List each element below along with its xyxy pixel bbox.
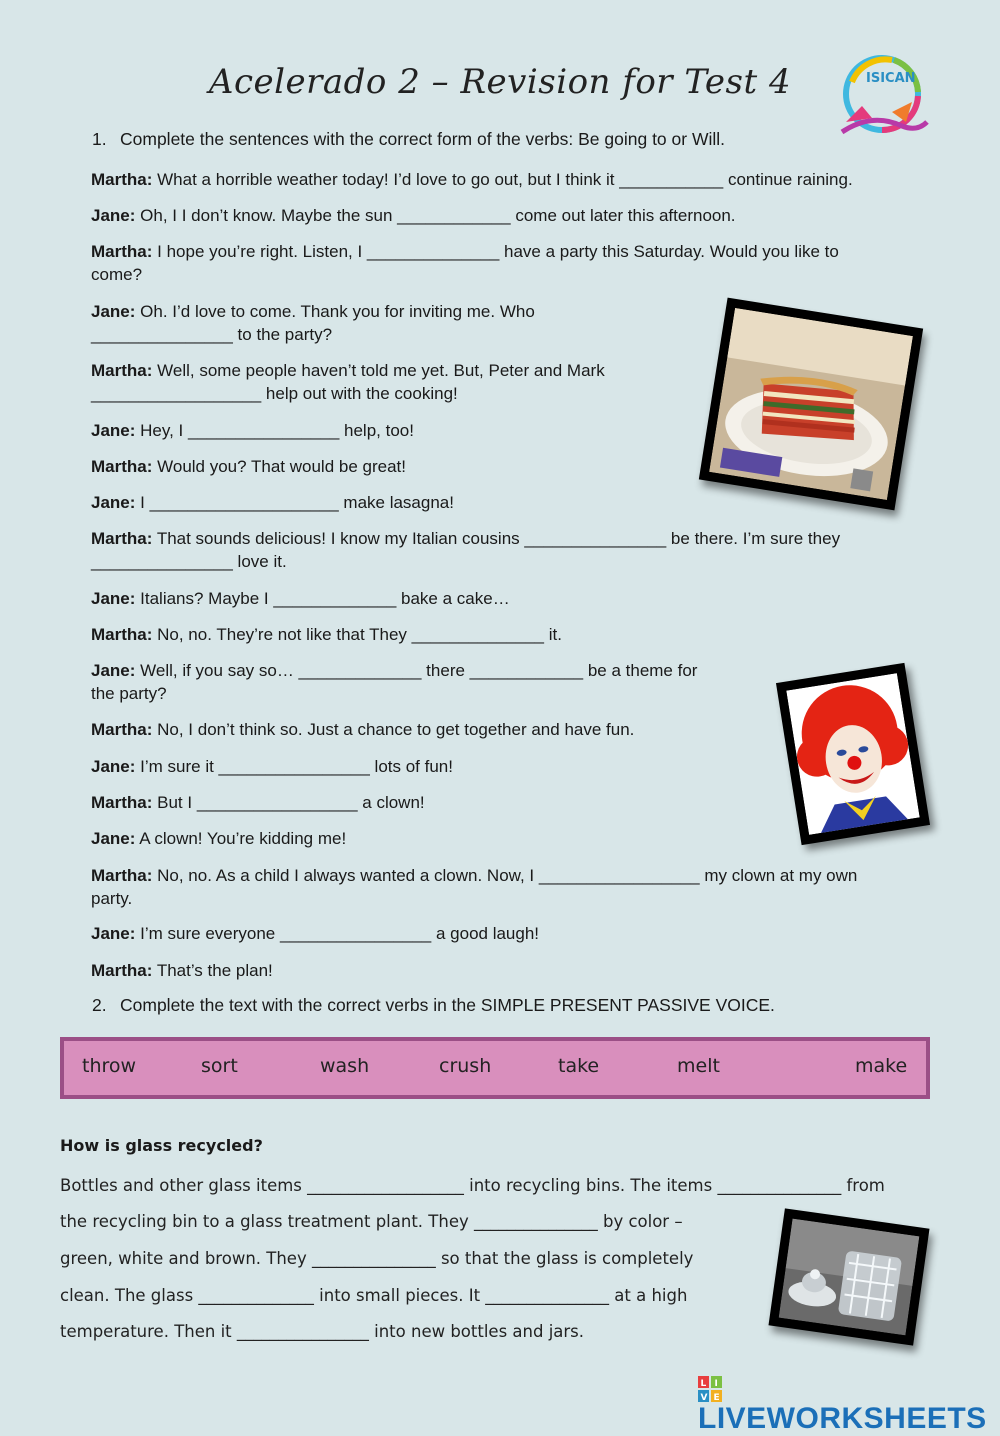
dialogue-line: Martha: But I _________________ a clown!: [91, 793, 425, 812]
dialogue-line: Martha: What a horrible weather today! I’d love to go out, but I think it ___________ continue raining.: [91, 170, 853, 189]
dialogue-line: Jane: Italians? Maybe I _____________ bake a cake…: [91, 589, 510, 608]
svg-text:I: I: [714, 1379, 718, 1389]
lasagna-photo: [699, 298, 923, 511]
clown-photo: [776, 663, 930, 845]
dialogue-line: Jane: Oh. I’d love to come. Thank you for inviting me. Who _______________ to the party?: [91, 302, 535, 344]
logo-text: ISICAN: [866, 71, 916, 86]
dialogue-line: Jane: Oh, I I don’t know. Maybe the sun ____________ come out later this afternoon.: [91, 206, 736, 225]
question-2-heading: [92, 995, 775, 1016]
dialogue-line: Jane: Hey, I ________________ help, too!: [91, 421, 414, 440]
liveworksheets-wordmark: LIVEWORKSHEETS: [698, 1402, 987, 1435]
svg-text:V: V: [700, 1393, 708, 1402]
question-number: 1.: [92, 129, 107, 149]
dialogue-line: Jane: I’m sure it ________________ lots of fun!: [91, 757, 453, 776]
glass-jars-photo: [768, 1208, 929, 1345]
word-bank-item: melt: [677, 1055, 720, 1077]
dialogue-line: Martha: Would you? That would be great!: [91, 457, 406, 476]
word-bank-item: wash: [320, 1055, 370, 1077]
dialogue-line: Martha: I hope you’re right. Listen, I ______________ have a party this Saturday. Would you like to come?: [91, 242, 839, 284]
question-1-heading: [92, 129, 725, 150]
reading-title: How is glass recycled?: [60, 1136, 263, 1155]
reading-line: temperature. Then it ________________ into new bottles and jars.: [60, 1322, 585, 1341]
page-title: Acelerado 2 – Revision for Test 4: [208, 62, 792, 102]
dialogue-line: Martha: No, I don’t think so. Just a chance to get together and have fun.: [91, 720, 635, 739]
word-bank-item: take: [558, 1055, 600, 1077]
dialogue-line: Martha: That sounds delicious! I know my Italian cousins _______________ be there. I’m sure they _______________ love it.: [91, 529, 841, 571]
dialogue-line: Martha: No, no. As a child I always wanted a clown. Now, I _________________ my clown at my own party.: [91, 866, 858, 908]
dialogue-line: Jane: I ____________________ make lasagna!: [91, 493, 454, 512]
dialogue-line: Jane: A clown! You’re kidding me!: [91, 829, 347, 848]
dialogue-line: Martha: That’s the plan!: [91, 961, 273, 980]
liveworksheets-logo: [698, 1376, 1000, 1436]
word-bank: [60, 1037, 930, 1099]
svg-text:L: L: [700, 1379, 707, 1389]
word-bank-item: throw: [82, 1055, 137, 1077]
dialogue-line: Martha: Well, some people haven’t told me yet. But, Peter and Mark __________________ help out with the cooking!: [91, 361, 605, 403]
question-number: 2.: [92, 995, 107, 1015]
word-bank-item: sort: [201, 1055, 238, 1077]
reading-line: Bottles and other glass items ___________________ into recycling bins. The items _______________ from: [60, 1176, 885, 1195]
svg-text:E: E: [713, 1393, 720, 1402]
dialogue-line: Jane: Well, if you say so… _____________ there ____________ be a theme for the party?: [91, 661, 698, 703]
word-bank-item: make: [855, 1055, 908, 1077]
question-text: Complete the text with the correct verbs in the SIMPLE PRESENT PASSIVE VOICE.: [120, 995, 775, 1015]
question-text: Complete the sentences with the correct form of the verbs: Be going to or Will.: [120, 129, 725, 149]
reading-line: clean. The glass ______________ into small pieces. It _______________ at a high: [60, 1286, 688, 1305]
dialogue-line: Martha: No, no. They’re not like that They ______________ it.: [91, 625, 562, 644]
isican-logo: [832, 52, 932, 144]
reading-line: green, white and brown. They _______________ so that the glass is completely: [60, 1249, 694, 1268]
word-bank-item: crush: [439, 1055, 492, 1077]
dialogue-line: Jane: I’m sure everyone ________________ a good laugh!: [91, 924, 540, 943]
reading-line: the recycling bin to a glass treatment plant. They _______________ by color –: [60, 1212, 683, 1231]
